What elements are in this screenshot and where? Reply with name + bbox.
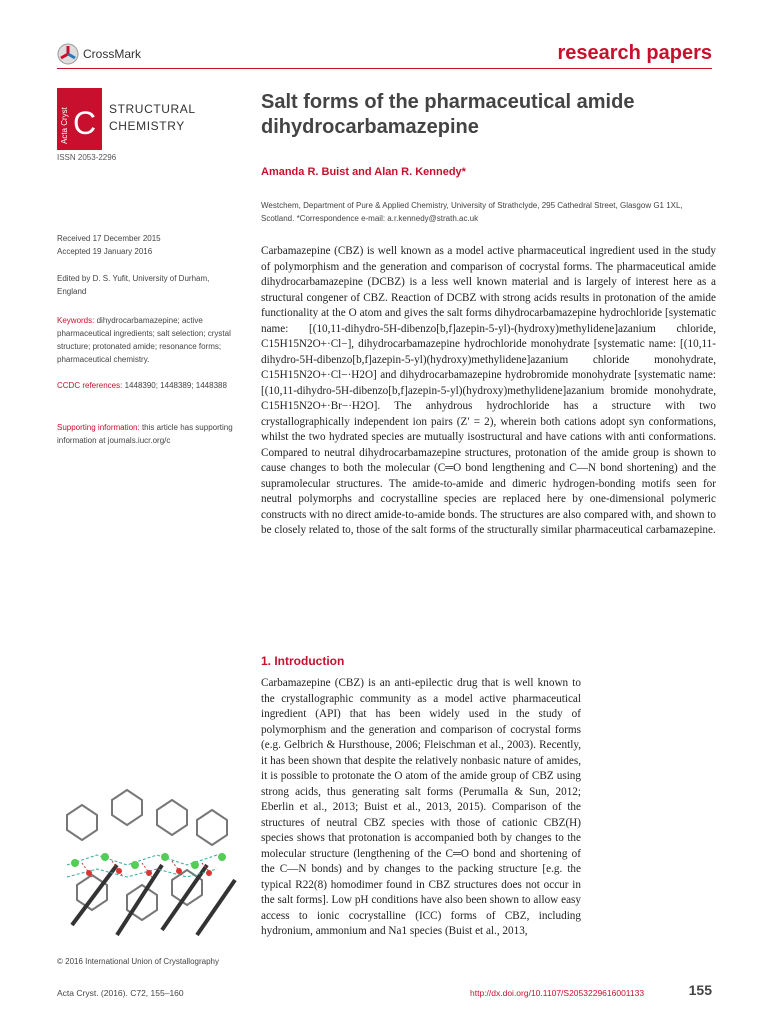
keywords-label: Keywords: bbox=[57, 316, 95, 325]
footer-doi-link[interactable]: http://dx.doi.org/10.1107/S2053229616001133 bbox=[470, 988, 645, 998]
footer-citation: Acta Cryst. (2016). C72, 155–160 bbox=[57, 988, 184, 998]
journal-name-line2: CHEMISTRY bbox=[109, 119, 185, 133]
received-dates bbox=[57, 232, 237, 258]
keywords-text: dihydrocarbamazepine; active pharmaceutical ingredients; salt selection; crystal structure; protonated amide; resonance forms; pharmaceutical chemistry. bbox=[57, 316, 231, 364]
crossmark-label: CrossMark bbox=[83, 47, 142, 61]
keywords bbox=[57, 314, 237, 366]
crossmark-badge[interactable] bbox=[57, 43, 141, 65]
affiliation: Westchem, Department of Pure & Applied Chemistry, University of Strathclyde, 295 Cathedral Street, Glasgow G1 1XL, Scotland. *Correspondence e-mail: a.r.kennedy@strath.ac.uk bbox=[261, 201, 683, 223]
journal-logo bbox=[57, 88, 202, 150]
svg-text:Acta Cryst: Acta Cryst bbox=[60, 107, 69, 144]
edited-by: Edited by D. S. Yufit, University of Durham, England bbox=[57, 274, 210, 296]
header-rule bbox=[57, 68, 712, 69]
issn: ISSN 2053-2296 bbox=[57, 153, 117, 162]
support-label: Supporting information: bbox=[57, 423, 140, 432]
received-date: Received 17 December 2015 bbox=[57, 234, 161, 243]
ccdc-references bbox=[57, 379, 237, 392]
journal-name-line1: STRUCTURAL bbox=[109, 102, 196, 116]
page-number: 155 bbox=[688, 982, 712, 998]
abstract: Carbamazepine (CBZ) is well known as a model active pharmaceutical ingredient used in the study of polymorphism and the generation and comparison of cocrystal forms. The pharmaceutical amide dihydrocarbamazepine (DCBZ) is a less well known material and is largely of interest here as a structural congener of CBZ. Reaction of DCBZ with strong acids results in protonation of the amide functionality at the O atom and gives the salt forms dihydrocarbamazepine hydrochloride [systematic name: [(10,11-dihydro-5H-dibenzo[b,f]azepin-5-yl)-(hydroxy)methylidene]azanium chloride, C15H15N2O+·Cl−], dihydrocarbamazepine hydrochloride monohydrate [systematic name: [(10,11-dihydro-5H-dibenzo[b,f]azepin-5-yl)(hydroxy)methylidene]azanium chloride monohydrate, C15H15N2O+·Cl−·H2O] and dihydrocarbamazepine hydrobromide monohydrate [systematic name: [(10,11-dihydro-5H-dibenzo[b,f]azepin-5-yl)(hydroxy)methylidene]azanium bromide monohydrate, C15H15N2O+·Br−·H2O]. The anhydrous hydrochloride has a structure with two crystallographically independent ion pairs (Z′ = 2), wherein both cations adopt syn conformations, whilst the two hydrated species are mutually isostructural and have cations with anti conformations. Compared to neutral dihydrocarbamazepine structures, protonation of the amide group is shown to cause changes to both the molecular (C═O bond lengthening and C—N bond shortening) and the supramolecular structures. The amide-to-amide and dimeric hydrogen-bonding motifs seen for neutral polymorphs and cocrystalline species are replaced here by one-dimensional polymeric constructs with no direct amide-to-amide bonds. The structures are also compared with, and shown to be closely related to, those of the salt forms of the structurally similar pharmaceutical carbamazepine. bbox=[261, 245, 716, 536]
authors: Amanda R. Buist and Alan R. Kennedy* bbox=[261, 166, 466, 178]
ccdc-label: CCDC references: bbox=[57, 381, 123, 390]
ccdc-text[interactable]: 1448390; 1448389; 1448388 bbox=[124, 381, 227, 390]
crystal-packing-image bbox=[57, 785, 237, 940]
supporting-information bbox=[57, 421, 237, 447]
svg-text:C: C bbox=[73, 105, 97, 141]
intro-text: Carbamazepine (CBZ) is an anti-epilectic drug that is well known to the crystallographic community as a model active pharmaceutical ingredient (API) that has been widely used in the study of polymorphism and the generation and comparison of cocrystal forms (e.g. Gelbrich & Hursthouse, 2006; Fleischman et al., 2003). Recently, it has been shown that despite the relatively nonbasic nature of amides, it is possible to protonate the O atom of the amide group of CBZ using strong acids, thus generating salt forms (Perumalla & Sun, 2012; Eberlin et al., 2013; Buist et al., 2013, 2015). Comparison of the structures of neutral CBZ species with those of cationic CBZ(H) species shows that protonation is accompanied both by changes to the molecular structure (lengthening of the C═O bond and shortening of the C—N bonds) and by changes to the packing structure [e.g. the typical R22(8) homodimer found in CBZ structures does not occur in the salt forms]. Low pH conditions have also been shown to allow easy access to ionic cocrystalline (ICC) forms of CBZ, including hydronium, ammonium and Na1 species (Buist et al., 2013, bbox=[261, 677, 581, 937]
copyright: © 2016 International Union of Crystallography bbox=[57, 957, 219, 966]
section-label: research papers bbox=[557, 42, 712, 64]
crossmark-icon bbox=[57, 43, 79, 65]
crystal-structure-figure bbox=[57, 785, 237, 940]
support-text[interactable]: this article has supporting information at journals.iucr.org/c bbox=[57, 423, 233, 445]
journal-logo-mark bbox=[57, 88, 102, 150]
intro-heading: 1. Introduction bbox=[261, 654, 345, 668]
article-title: Salt forms of the pharmaceutical amide dihydrocarbamazepine bbox=[261, 91, 635, 138]
accepted-date: Accepted 19 January 2016 bbox=[57, 247, 153, 256]
